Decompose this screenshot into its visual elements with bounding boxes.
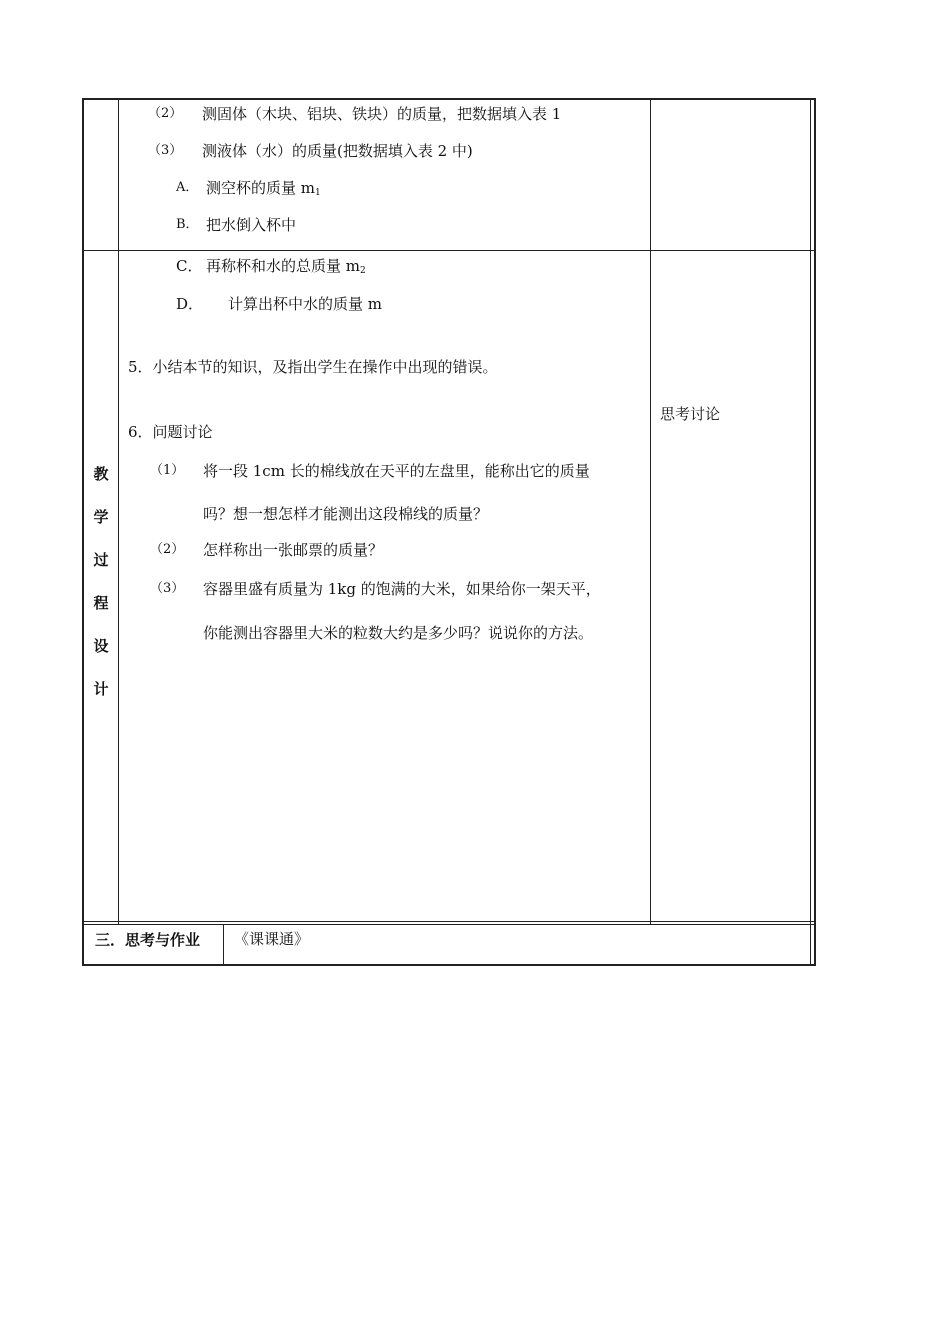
subscript: 2 <box>360 266 366 276</box>
step-number: （3） <box>148 143 183 158</box>
step-number: C． <box>176 257 203 275</box>
table-divider <box>810 98 811 966</box>
question-number: （2） <box>150 542 185 557</box>
step-number: D． <box>176 295 204 313</box>
step-text: 计算出杯中水的质量 m <box>228 295 382 313</box>
side-label-char: 学 <box>93 508 109 526</box>
question-text: 容器里盛有质量为 1kg 的饱满的大米，如果给你一架天平， <box>203 580 601 598</box>
question-text: 将一段 1cm 长的棉线放在天平的左盘里，能称出它的质量 <box>203 462 590 480</box>
right-note: 思考讨论 <box>660 405 721 423</box>
step-text-line <box>206 178 321 203</box>
question-number: （3） <box>150 581 185 596</box>
side-label-char: 过 <box>93 551 109 569</box>
table-divider <box>223 924 224 966</box>
footer-label: 三．思考与作业 <box>95 931 201 949</box>
footer-value: 《课课通》 <box>234 930 310 948</box>
question-text: 怎样称出一张邮票的质量？ <box>203 541 384 559</box>
summary-text: 5．小结本节的知识，及指出学生在操作中出现的错误。 <box>128 358 498 376</box>
table-divider <box>82 250 816 251</box>
table-divider <box>650 98 651 924</box>
table-divider <box>82 921 816 922</box>
step-number: （2） <box>148 106 183 121</box>
table-divider <box>82 924 816 925</box>
step-text: 再称杯和水的总质量 m <box>206 257 360 275</box>
side-label-char: 程 <box>93 594 109 612</box>
step-text: 测液体（水）的质量(把数据填入表 2 中) <box>202 142 473 160</box>
step-number: B． <box>176 217 199 232</box>
question-number: （1） <box>150 463 185 478</box>
discussion-title: 6．问题讨论 <box>128 423 213 441</box>
step-text-line <box>206 256 366 281</box>
step-number: A． <box>176 180 199 195</box>
question-text: 你能测出容器里大米的粒数大约是多少吗？说说你的方法。 <box>203 624 594 642</box>
step-text: 测固体（木块、铝块、铁块）的质量，把数据填入表 1 <box>202 105 562 123</box>
question-text: 吗？想一想怎样才能测出这段棉线的质量？ <box>203 505 489 523</box>
side-label-char: 计 <box>93 680 109 698</box>
side-label-char: 设 <box>93 637 109 655</box>
step-text: 测空杯的质量 m <box>206 179 315 197</box>
subscript: 1 <box>315 188 321 198</box>
side-label-char: 教 <box>93 465 109 483</box>
step-text: 把水倒入杯中 <box>206 216 297 234</box>
